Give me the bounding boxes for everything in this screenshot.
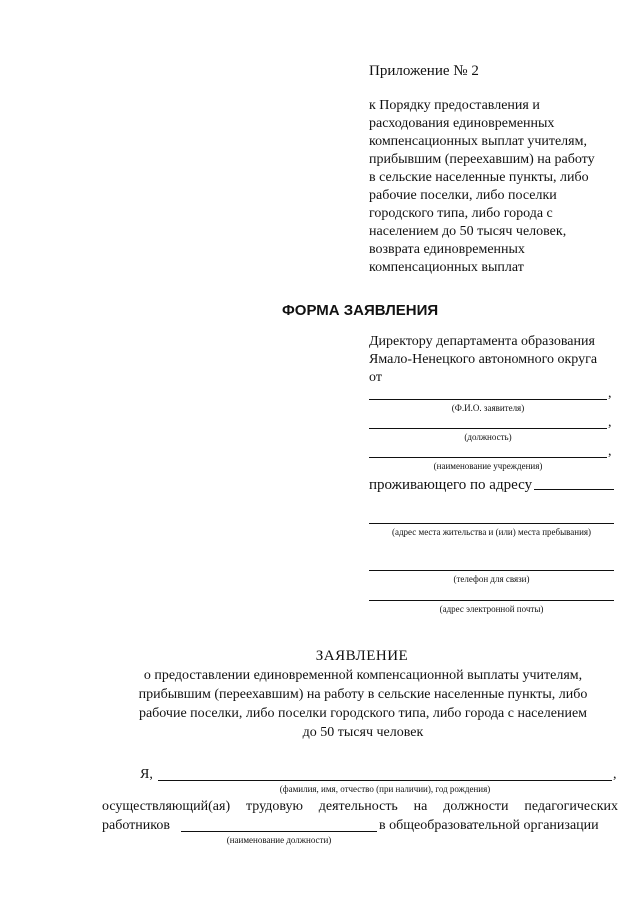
order-reference-line: прибывшим (переехавшим) на работу	[369, 152, 595, 167]
addressee-line: Ямало-Ненецкого автономного округа	[369, 352, 598, 367]
residing-label: проживающего по адресу	[369, 477, 533, 493]
phone-line[interactable]	[369, 570, 614, 571]
addressee-block	[369, 333, 629, 387]
address-caption: (адрес места жительства и (или) места пребывания)	[391, 527, 592, 537]
i-line[interactable]	[158, 780, 612, 781]
i-caption: (фамилия, имя, отчество (при наличии), год рождения)	[279, 784, 491, 794]
appendix-label: Приложение № 2	[369, 63, 479, 79]
email-line[interactable]	[369, 600, 614, 601]
email-caption: (адрес электронной почты)	[439, 604, 544, 614]
order-reference	[369, 97, 629, 277]
workers-position-line[interactable]	[181, 831, 377, 832]
order-reference-line: к Порядку предоставления и	[369, 98, 540, 113]
order-reference-line: возврата единовременных	[369, 242, 525, 257]
order-reference-line: городского типа, либо города с	[369, 206, 553, 221]
position-line[interactable]	[369, 428, 607, 429]
order-reference-line: компенсационных выплат учителям,	[369, 134, 587, 149]
statement-subtitle	[96, 666, 630, 742]
position-caption: (должность)	[464, 432, 512, 442]
address-line[interactable]	[369, 523, 614, 524]
statement-title: ЗАЯВЛЕНИЕ	[315, 648, 409, 664]
institution-comma: ,	[608, 444, 612, 459]
form-title: ФОРМА ЗАЯВЛЕНИЯ	[282, 302, 439, 319]
fio-comma: ,	[608, 386, 612, 401]
institution-line[interactable]	[369, 457, 607, 458]
order-reference-line: населением до 50 тысяч человек,	[369, 224, 567, 239]
statement-subtitle-line: о предоставлении единовременной компенсационной выплаты учителям,	[143, 668, 583, 683]
in-org-label: в общеобразовательной организации	[379, 818, 599, 833]
addressee-line: от	[369, 370, 382, 385]
residing-line[interactable]	[534, 489, 614, 490]
i-label: Я,	[140, 767, 153, 782]
order-reference-line: расходования единовременных	[369, 116, 555, 131]
body-line-1: осуществляющий(ая) трудовую деятельность на должности педагогических	[102, 799, 618, 814]
fio-caption: (Ф.И.О. заявителя)	[451, 403, 525, 413]
institution-caption: (наименование учреждения)	[433, 461, 543, 471]
position-comma: ,	[608, 415, 612, 430]
statement-subtitle-line: до 50 тысяч человек	[302, 725, 424, 740]
phone-caption: (телефон для связи)	[453, 574, 530, 584]
workers-label: работников	[102, 818, 170, 833]
statement-subtitle-line: прибывшим (переехавшим) на работу в сельские населенные пункты, либо	[138, 687, 588, 702]
order-reference-line: в сельские населенные пункты, либо	[369, 170, 589, 185]
addressee-line: Директору департамента образования	[369, 334, 595, 349]
order-reference-line: рабочие поселки, либо поселки	[369, 188, 557, 203]
statement-subtitle-line: рабочие поселки, либо поселки городского типа, либо города с населением	[138, 706, 588, 721]
fio-line[interactable]	[369, 399, 607, 400]
order-reference-line: компенсационных выплат	[369, 260, 524, 275]
i-comma: ,	[613, 767, 617, 782]
workers-position-caption: (наименование должности)	[226, 835, 332, 845]
